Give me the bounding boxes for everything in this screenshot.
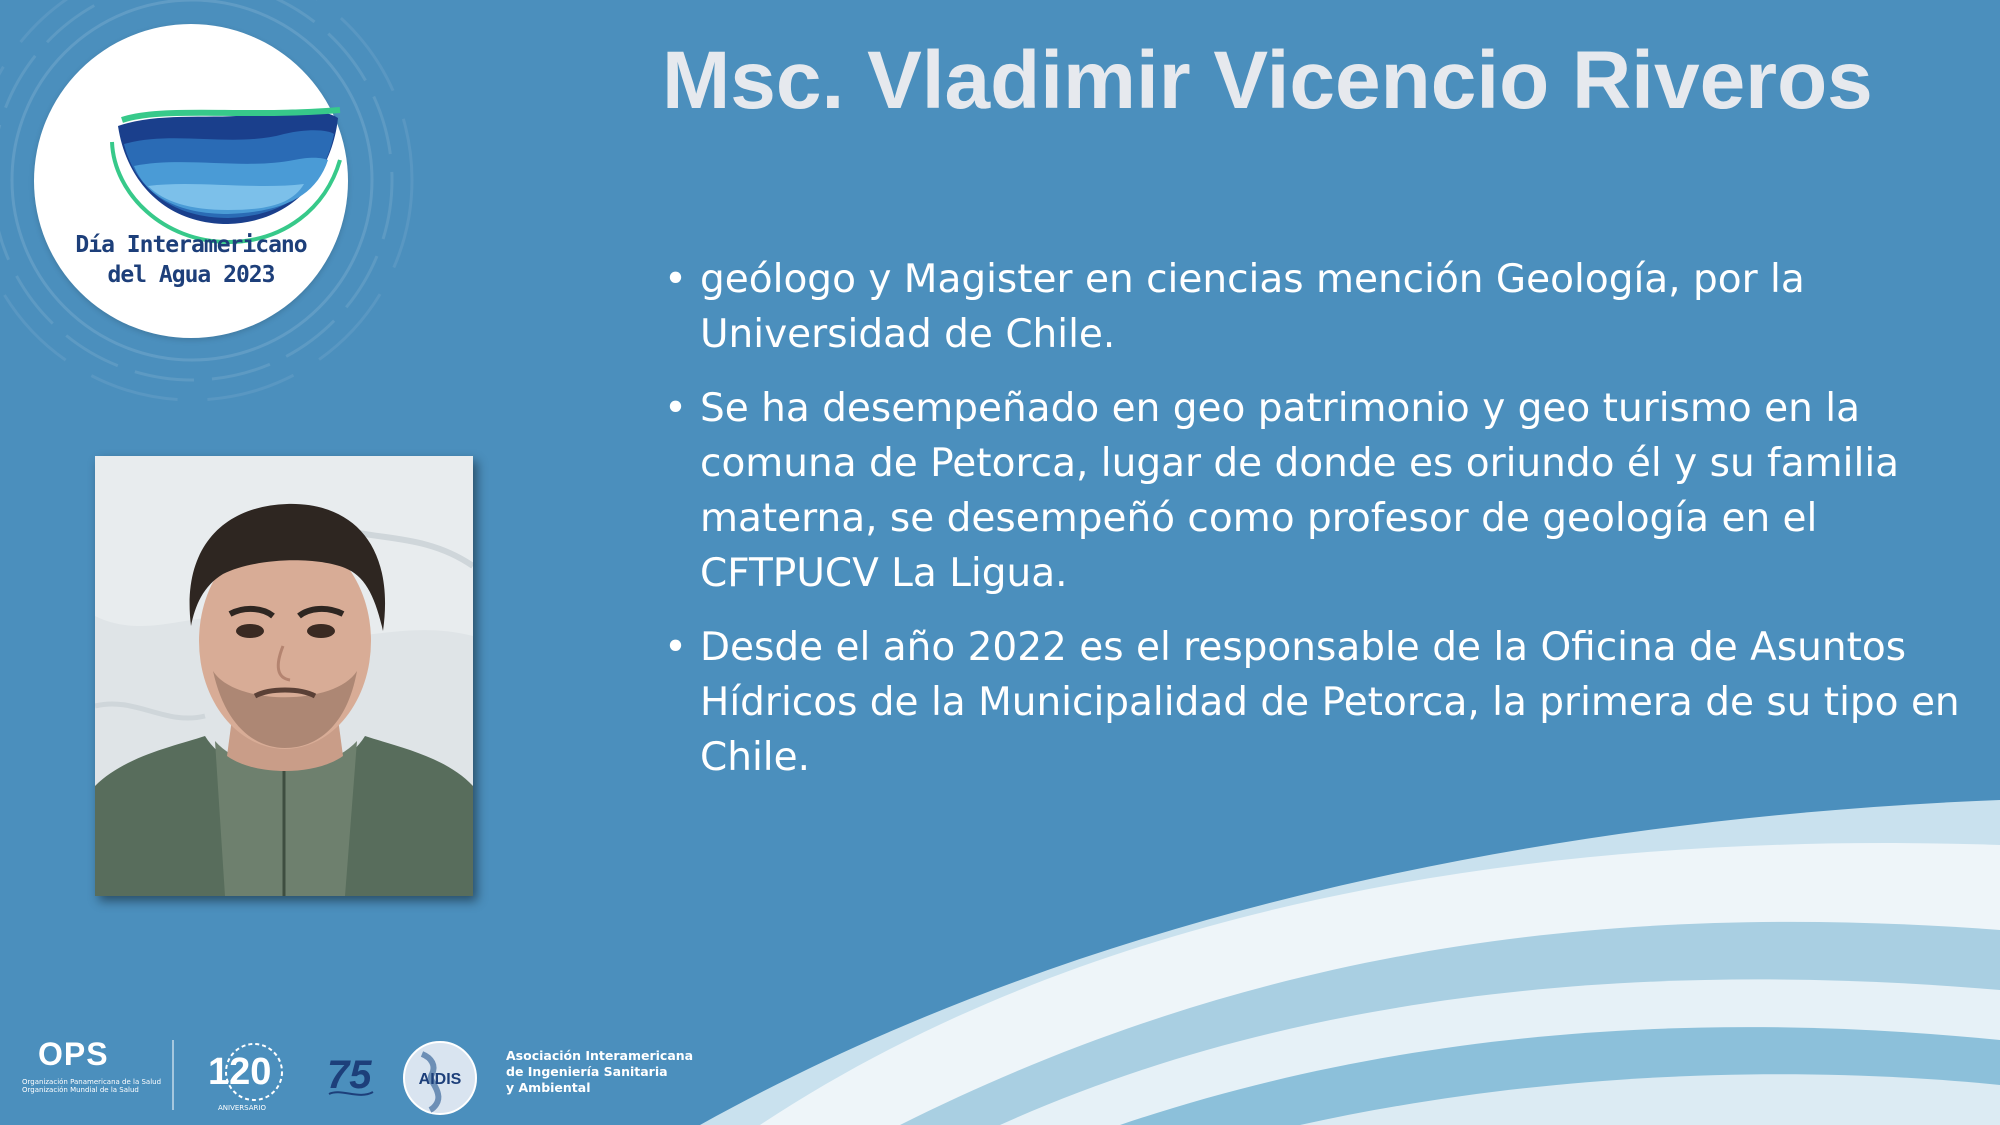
anniv-75-text: 75 <box>327 1053 372 1097</box>
sponsor-logos <box>0 1030 720 1125</box>
aidis-line2: de Ingeniería Sanitaria <box>506 1064 668 1079</box>
aidis-globe-logo <box>402 1040 478 1116</box>
bullet-text: Desde el año 2022 es el responsable de la Oficina de Asuntos Hídricos de la Municipalidad de Petorca, la primera de su tipo en Chile. <box>700 625 1960 780</box>
bio-bullet-item <box>660 252 1960 362</box>
ops-logo: OPS <box>38 1036 109 1072</box>
aidis-text: AIDIS <box>418 1071 462 1088</box>
speaker-photo <box>95 456 473 896</box>
anniv-120-text: 120 <box>208 1051 272 1093</box>
bullet-dot-icon: • <box>664 386 688 431</box>
footer-divider <box>172 1040 174 1110</box>
ops-sub-1: Organización Panamericana de la Salud <box>22 1078 162 1086</box>
ops-logo-subtitle <box>22 1078 172 1094</box>
anniv-120-sub: ANIVERSARIO <box>218 1104 266 1112</box>
ops-120-anniversary-logo <box>196 1036 288 1116</box>
water-bowl-icon <box>104 104 344 244</box>
bio-bullet-list <box>660 252 1960 804</box>
bio-bullet-item <box>660 381 1960 601</box>
bullet-dot-icon: • <box>664 625 688 670</box>
logo-title-line1: Día Interamericano <box>75 232 307 258</box>
logo-title-line2: del Agua 2023 <box>107 262 275 288</box>
slide-title: Msc. Vladimir Vicencio Riveros <box>662 35 1873 126</box>
dia-interamericano-logo <box>34 24 348 338</box>
75-anniversary-logo <box>325 1044 377 1104</box>
bio-bullet-item <box>660 620 1960 785</box>
bullet-dot-icon: • <box>664 257 688 302</box>
ops-sub-2: Organización Mundial de la Salud <box>22 1086 139 1094</box>
bullet-text: Se ha desempeñado en geo patrimonio y geo turismo en la comuna de Petorca, lugar de donde es oriundo él y su familia materna, se desempeñó como profesor de geología en el CFTPUCV La Ligua. <box>700 386 1900 596</box>
bullet-text: geólogo y Magister en ciencias mención Geología, por la Universidad de Chile. <box>700 257 1805 357</box>
aidis-line3: y Ambiental <box>506 1080 591 1095</box>
aidis-line1: Asociación Interamericana <box>506 1048 694 1063</box>
aidis-name <box>506 1048 693 1096</box>
